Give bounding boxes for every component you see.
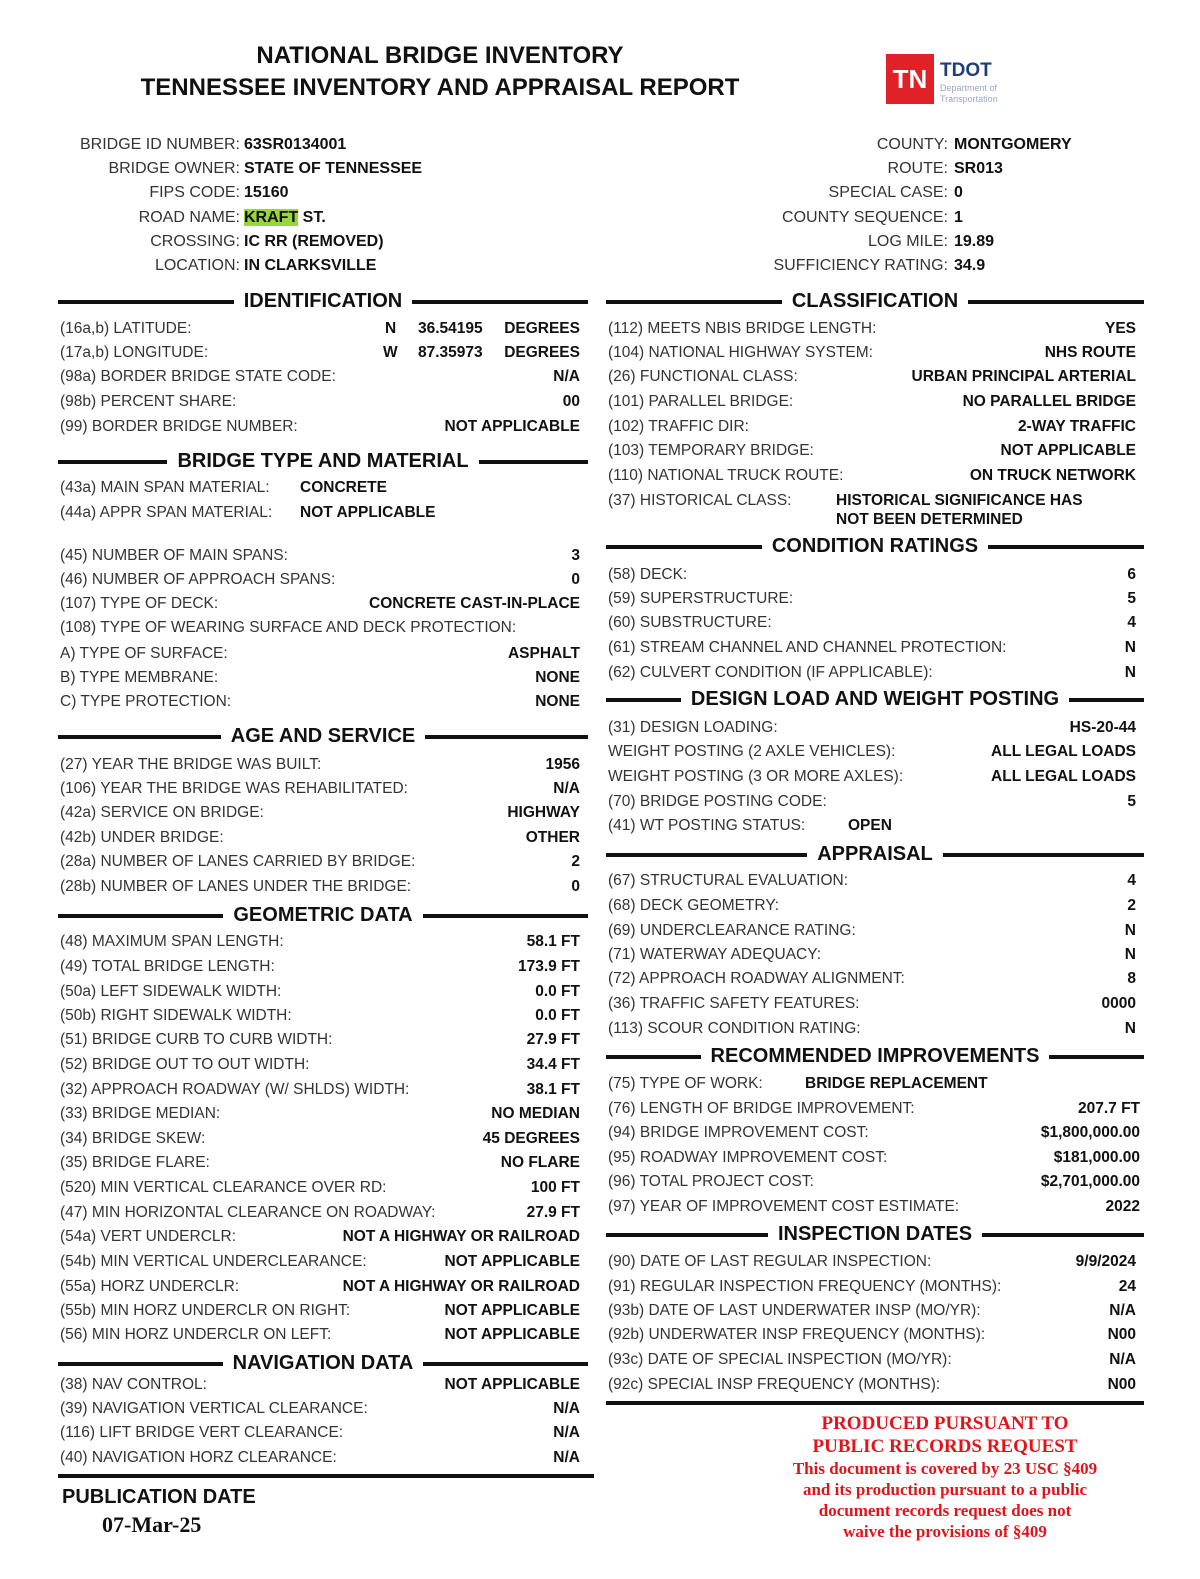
crossing-value: IC RR (REMOVED) — [244, 233, 384, 250]
age-service-heading: AGE AND SERVICE — [58, 723, 588, 749]
stream-channel-row: (61) STREAM CHANNEL AND CHANNEL PROTECTION: N — [608, 639, 1136, 656]
structural-evaluation-row: (67) STRUCTURAL EVALUATION: 4 — [608, 872, 1136, 889]
fips-code-value: 15160 — [244, 184, 289, 201]
fips-code-label: FIPS CODE: — [149, 184, 240, 201]
navigation-heading: NAVIGATION DATA — [58, 1350, 588, 1376]
year-built-row: (27) YEAR THE BRIDGE WAS BUILT: 1956 — [60, 756, 580, 773]
publication-date-value: 07-Mar-25 — [102, 1512, 202, 1537]
parallel-bridge-row: (101) PARALLEL BRIDGE: NO PARALLEL BRIDGE — [608, 393, 1136, 410]
superstructure-rating-row: (59) SUPERSTRUCTURE: 5 — [608, 590, 1136, 607]
public-records-notice: PRODUCED PURSUANT TO PUBLIC RECORDS REQUEST This document is covered by 23 USC §409 and its production pursuant to a public document records request does not waive the provisions of §409 — [792, 1413, 1098, 1541]
total-bridge-length-row: (49) TOTAL BRIDGE LENGTH: 173.9 FT — [60, 958, 580, 975]
nav-vert-clearance-row: (39) NAVIGATION VERTICAL CLEARANCE: N/A — [60, 1400, 580, 1417]
total-project-cost-row: (96) TOTAL PROJECT COST: $2,701,000.00 — [608, 1173, 1140, 1190]
right-sidewalk-row: (50b) RIGHT SIDEWALK WIDTH: 0.0 FT — [60, 1007, 580, 1024]
regular-frequency-row: (91) REGULAR INSPECTION FREQUENCY (MONTHS): 24 — [608, 1278, 1136, 1295]
culvert-condition-row: (62) CULVERT CONDITION (IF APPLICABLE): N — [608, 664, 1136, 681]
out-to-out-row: (52) BRIDGE OUT TO OUT WIDTH: 34.4 FT — [60, 1056, 580, 1073]
lanes-on-row: (28a) NUMBER OF LANES CARRIED BY BRIDGE: 2 — [60, 853, 580, 870]
improvement-length-row: (76) LENGTH OF BRIDGE IMPROVEMENT: 207.7 FT — [608, 1100, 1140, 1117]
left-sidewalk-row: (50a) LEFT SIDEWALK WIDTH: 0.0 FT — [60, 983, 580, 1000]
waterway-adequacy-row: (71) WATERWAY ADEQUACY: N — [608, 946, 1136, 963]
log-mile-label: LOG MILE: — [867, 233, 948, 250]
curb-to-curb-row: (51) BRIDGE CURB TO CURB WIDTH: 27.9 FT — [60, 1031, 580, 1048]
bridge-owner-label: BRIDGE OWNER: — [108, 160, 240, 177]
substructure-rating-row: (60) SUBSTRUCTURE: 4 — [608, 614, 1136, 631]
type-of-deck-row: (107) TYPE OF DECK: CONCRETE CAST-IN-PLACE — [60, 595, 580, 612]
publication-date-label: PUBLICATION DATE — [62, 1486, 256, 1508]
deck-rating-row: (58) DECK: 6 — [608, 566, 1136, 583]
last-regular-inspection-row: (90) DATE OF LAST REGULAR INSPECTION: 9/9/2024 — [608, 1253, 1136, 1270]
improvements-heading: RECOMMENDED IMPROVEMENTS — [606, 1043, 1144, 1069]
approach-roadway-width-row: (32) APPROACH ROADWAY (W/ SHLDS) WIDTH: 38.1 FT — [60, 1081, 580, 1098]
traffic-safety-row: (36) TRAFFIC SAFETY FEATURES: 0000 — [608, 995, 1136, 1012]
bridge-skew-row: (34) BRIDGE SKEW: 45 DEGREES — [60, 1130, 580, 1147]
latitude-row: (16a,b) LATITUDE: N 36.54195 DEGREES — [60, 320, 580, 337]
temporary-bridge-row: (103) TEMPORARY BRIDGE: NOT APPLICABLE — [608, 442, 1136, 459]
border-bridge-number-row: (99) BORDER BRIDGE NUMBER: NOT APPLICABLE — [60, 418, 580, 435]
route-value: SR013 — [954, 160, 1003, 177]
sufficiency-rating-value: 34.9 — [954, 257, 986, 274]
percent-share-row: (98b) PERCENT SHARE: 00 — [60, 393, 580, 410]
bridge-id-label: BRIDGE ID NUMBER: — [79, 136, 240, 153]
type-of-work-row: (75) TYPE OF WORK: BRIDGE REPLACEMENT — [608, 1075, 988, 1092]
horz-underclr-left-row: (56) MIN HORZ UNDERCLR ON LEFT: NOT APPLICABLE — [60, 1326, 580, 1343]
log-mile-value: 19.89 — [954, 233, 995, 250]
special-case-value: 0 — [954, 184, 963, 201]
lift-bridge-row: (116) LIFT BRIDGE VERT CLEARANCE: N/A — [60, 1424, 580, 1441]
county-label: COUNTY: — [876, 136, 948, 153]
condition-heading: CONDITION RATINGS — [606, 533, 1144, 559]
location-value: IN CLARKSVILLE — [244, 257, 377, 274]
cost-estimate-year-row: (97) YEAR OF IMPROVEMENT COST ESTIMATE: 2022 — [608, 1198, 1140, 1215]
max-span-length-row: (48) MAXIMUM SPAN LENGTH: 58.1 FT — [60, 933, 580, 950]
county-sequence-label: COUNTY SEQUENCE: — [782, 209, 948, 226]
bridge-flare-row: (35) BRIDGE FLARE: NO FLARE — [60, 1154, 580, 1171]
posting-code-row: (70) BRIDGE POSTING CODE: 5 — [608, 793, 1136, 810]
longitude-row: (17a,b) LONGITUDE: W 87.35973 DEGREES — [60, 344, 580, 361]
special-inspection-row: (93c) DATE OF SPECIAL INSPECTION (MO/YR): N/A — [608, 1351, 1136, 1368]
tdot-logo — [886, 52, 1046, 112]
border-state-code-row: (98a) BORDER BRIDGE STATE CODE: N/A — [60, 368, 580, 385]
horz-underclr-row: (55a) HORZ UNDERCLR: NOT A HIGHWAY OR RAILROAD — [60, 1278, 580, 1295]
appr-span-material-row: (44a) APPR SPAN MATERIAL: NOT APPLICABLE — [60, 504, 436, 521]
type-of-surface-row: A) TYPE OF SURFACE: ASPHALT — [60, 645, 580, 662]
bridge-owner-value: STATE OF TENNESSEE — [244, 160, 423, 177]
appraisal-heading: APPRAISAL — [606, 841, 1144, 867]
main-span-material-row: (43a) MAIN SPAN MATERIAL: CONCRETE — [60, 479, 387, 496]
functional-class-row: (26) FUNCTIONAL CLASS: URBAN PRINCIPAL ARTERIAL — [608, 368, 1136, 385]
historical-class-row: (37) HISTORICAL CLASS: HISTORICAL SIGNIFICANCE HAS — [608, 492, 1083, 509]
report-title-line-1: NATIONAL BRIDGE INVENTORY — [256, 42, 624, 69]
service-on-bridge-row: (42a) SERVICE ON BRIDGE: HIGHWAY — [60, 804, 580, 821]
report-title-line-2: TENNESSEE INVENTORY AND APPRAISAL REPORT — [140, 74, 740, 101]
underwater-frequency-row: (92b) UNDERWATER INSP FREQUENCY (MONTHS): N00 — [608, 1326, 1136, 1343]
min-horz-clearance-row: (47) MIN HORIZONTAL CLEARANCE ON ROADWAY: 27.9 FT — [60, 1204, 580, 1221]
design-loading-row: (31) DESIGN LOADING: HS-20-44 — [608, 719, 1136, 736]
wearing-surface-row: (108) TYPE OF WEARING SURFACE AND DECK PROTECTION: — [60, 619, 517, 636]
horz-underclr-right-row: (55b) MIN HORZ UNDERCLR ON RIGHT: NOT APPLICABLE — [60, 1302, 580, 1319]
year-rehabilitated-row: (106) YEAR THE BRIDGE WAS REHABILITATED: N/A — [60, 780, 580, 797]
county-sequence-value: 1 — [954, 209, 963, 226]
main-spans-row: (45) NUMBER OF MAIN SPANS: 3 — [60, 547, 580, 564]
nav-control-row: (38) NAV CONTROL: NOT APPLICABLE — [60, 1376, 580, 1393]
classification-heading: CLASSIFICATION — [606, 288, 1144, 314]
truck-route-row: (110) NATIONAL TRUCK ROUTE: ON TRUCK NETWORK — [608, 467, 1136, 484]
geometric-heading: GEOMETRIC DATA — [58, 902, 588, 928]
min-vert-underclearance-row: (54b) MIN VERTICAL UNDERCLEARANCE: NOT APPLICABLE — [60, 1253, 580, 1270]
type-protection-row: C) TYPE PROTECTION: NONE — [60, 693, 580, 710]
last-underwater-row: (93b) DATE OF LAST UNDERWATER INSP (MO/YR): N/A — [608, 1302, 1136, 1319]
historical-class-row-2: NOT BEEN DETERMINED — [836, 511, 1023, 528]
roadway-improvement-cost-row: (95) ROADWAY IMPROVEMENT COST: $181,000.00 — [608, 1149, 1140, 1166]
lanes-under-row: (28b) NUMBER OF LANES UNDER THE BRIDGE: 0 — [60, 878, 580, 895]
nbis-length-row: (112) MEETS NBIS BRIDGE LENGTH: YES — [608, 320, 1136, 337]
bridge-type-heading: BRIDGE TYPE AND MATERIAL — [58, 448, 588, 474]
left-bottom-rule — [58, 1474, 594, 1478]
bridge-median-row: (33) BRIDGE MEDIAN: NO MEDIAN — [60, 1105, 580, 1122]
scour-rating-row: (113) SCOUR CONDITION RATING: N — [608, 1020, 1136, 1037]
route-label: ROUTE: — [887, 160, 948, 177]
traffic-dir-row: (102) TRAFFIC DIR: 2-WAY TRAFFIC — [608, 418, 1136, 435]
identification-heading: IDENTIFICATION — [58, 288, 588, 314]
min-vert-clearance-row: (520) MIN VERTICAL CLEARANCE OVER RD: 100 FT — [60, 1179, 580, 1196]
type-membrane-row: B) TYPE MEMBRANE: NONE — [60, 669, 580, 686]
location-label: LOCATION: — [154, 257, 240, 274]
bridge-improvement-cost-row: (94) BRIDGE IMPROVEMENT COST: $1,800,000.00 — [608, 1124, 1140, 1141]
weight-posting-3axle-row: WEIGHT POSTING (3 OR MORE AXLES): ALL LEGAL LOADS — [608, 768, 1136, 785]
road-name-value: KRAFT ST. — [244, 209, 326, 226]
county-value: MONTGOMERY — [954, 136, 1072, 153]
nav-horz-clearance-row: (40) NAVIGATION HORZ CLEARANCE: N/A — [60, 1449, 580, 1466]
approach-spans-row: (46) NUMBER OF APPROACH SPANS: 0 — [60, 571, 580, 588]
deck-geometry-row: (68) DECK GEOMETRY: 2 — [608, 897, 1136, 914]
underclearance-rating-row: (69) UNDERCLEARANCE RATING: N — [608, 922, 1136, 939]
tn-badge: TN — [886, 54, 934, 104]
crossing-label: CROSSING: — [150, 233, 240, 250]
road-name-label: ROAD NAME: — [138, 209, 240, 226]
posting-status-row: (41) WT POSTING STATUS: OPEN — [608, 817, 892, 834]
tdot-subtitle: Department of Transportation — [940, 83, 998, 104]
tdot-name: TDOT — [940, 60, 992, 81]
under-bridge-row: (42b) UNDER BRIDGE: OTHER — [60, 829, 580, 846]
sufficiency-rating-label: SUFFICIENCY RATING: — [773, 257, 948, 274]
right-bottom-rule — [606, 1401, 1144, 1405]
design-load-heading: DESIGN LOAD AND WEIGHT POSTING — [606, 686, 1144, 712]
approach-alignment-row: (72) APPROACH ROADWAY ALIGNMENT: 8 — [608, 970, 1136, 987]
weight-posting-2axle-row: WEIGHT POSTING (2 AXLE VEHICLES): ALL LEGAL LOADS — [608, 743, 1136, 760]
vert-underclr-row: (54a) VERT UNDERCLR: NOT A HIGHWAY OR RAILROAD — [60, 1228, 580, 1245]
special-frequency-row: (92c) SPECIAL INSP FREQUENCY (MONTHS): N00 — [608, 1376, 1136, 1393]
nhs-row: (104) NATIONAL HIGHWAY SYSTEM: NHS ROUTE — [608, 344, 1136, 361]
inspection-heading: INSPECTION DATES — [606, 1221, 1144, 1247]
special-case-label: SPECIAL CASE: — [828, 184, 948, 201]
bridge-id-value: 63SR0134001 — [244, 136, 347, 153]
